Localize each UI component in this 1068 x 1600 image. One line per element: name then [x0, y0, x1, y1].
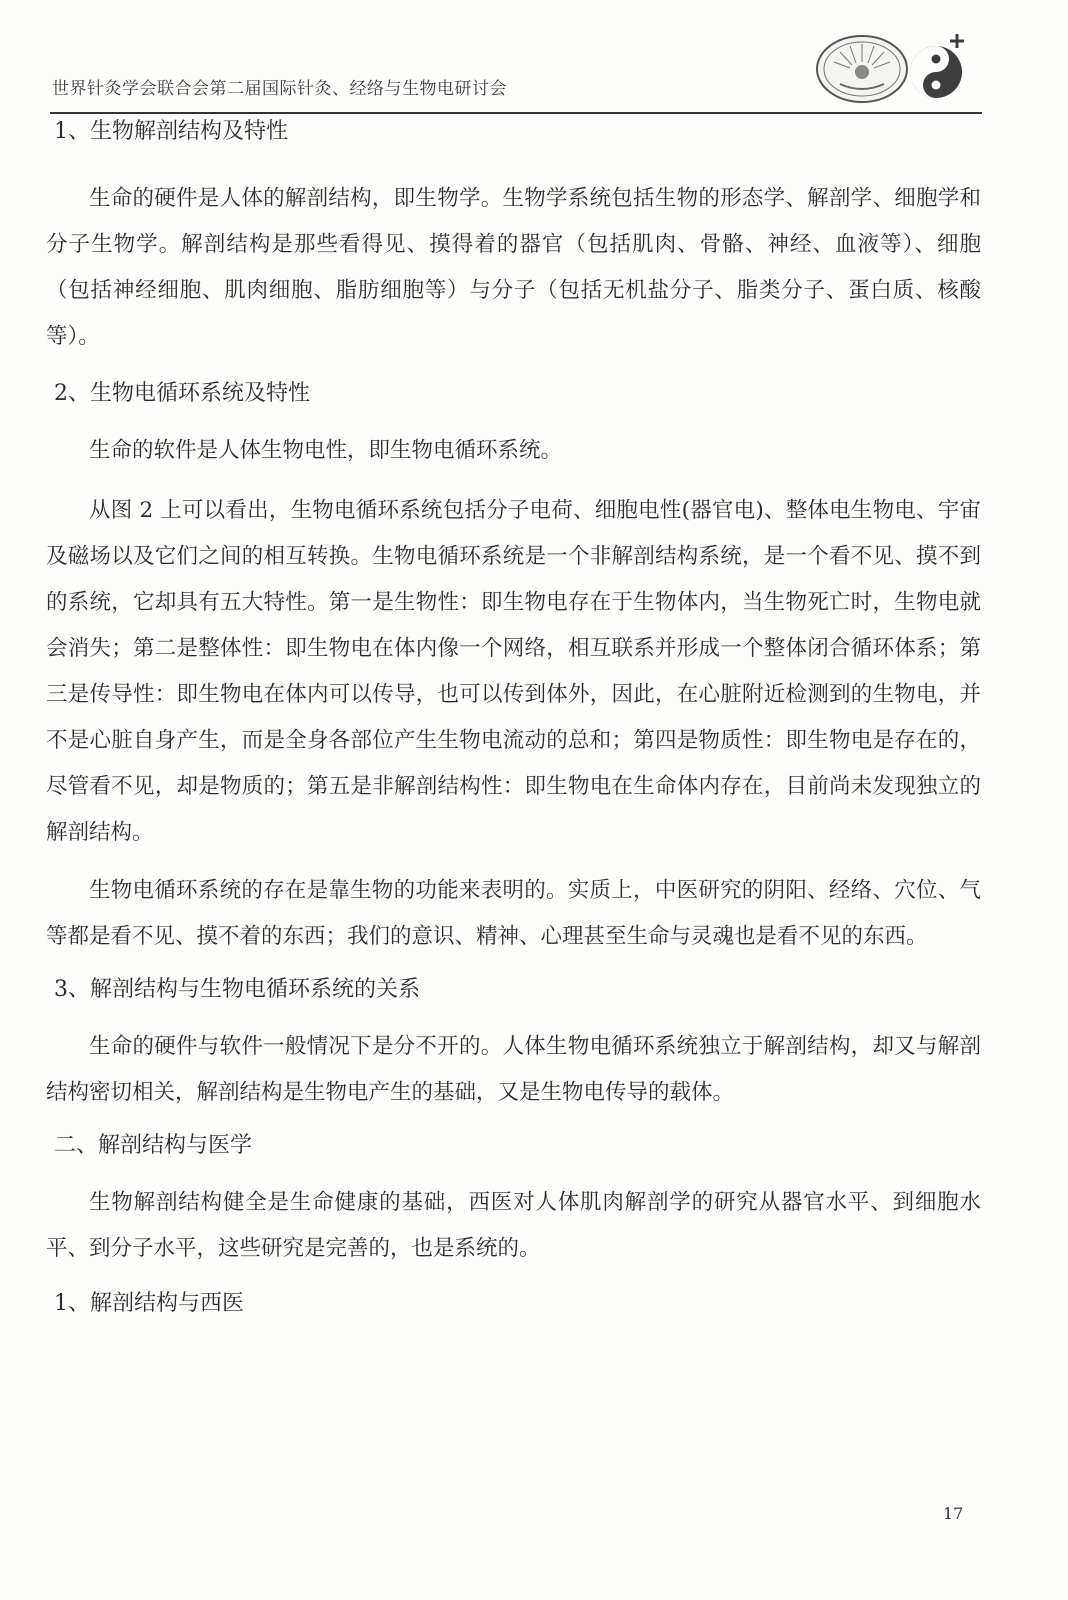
header-logos	[810, 22, 970, 112]
page-body	[46, 114, 981, 1320]
section-heading: 3、解剖结构与生物电循环系统的关系	[54, 977, 420, 1002]
section-heading: 1、生物解剖结构及特性	[54, 119, 288, 144]
paragraph: 生物电循环系统的存在是靠生物的功能来表明的。实质上，中医研究的阴阳、经络、穴位、气等都是看不见、摸不着的东西；我们的意识、精神、心理甚至生命与灵魂也是看不见的东西。	[46, 878, 981, 949]
paragraph: 从图 2 上可以看出，生物电循环系统包括分子电荷、细胞电性(器官电)、整体电生物电、宇宙及磁场以及它们之间的相互转换。生物电循环系统是一个非解剖结构系统，是一个看不见、摸不到的系统，它却具有五大特性。第一是生物性：即生物电存在于生物体内，当生物死亡时，生物电就会消失；第二是整体性：即生物电在体内像一个网络，相互联系并形成一个整体闭合循环体系；第三是传导性：即生物电在体内可以传导，也可以传到体外，因此，在心脏附近检测到的生物电，并不是心脏自身产生，而是全身各部位产生生物电流动的总和；第四是物质性：即生物电是存在的，尽管看不见，却是物质的；第五是非解剖结构性：即生物电在生命体内存在，目前尚未发现独立的解剖结构。	[46, 498, 981, 845]
section-heading: 二、解剖结构与医学	[54, 1133, 253, 1158]
running-header: 世界针灸学会联合会第二届国际针灸、经络与生物电研讨会	[52, 79, 507, 99]
paragraph: 生命的硬件是人体的解剖结构，即生物学。生物学系统包括生物的形态学、解剖学、细胞学和分子生物学。解剖结构是那些看得见、摸得着的器官（包括肌肉、骨骼、神经、血液等）、细胞（包括神经细胞、肌肉细胞、脂肪细胞等）与分子（包括无机盐分子、脂类分子、蛋白质、核酸等）。	[46, 186, 981, 349]
section-heading: 2、生物电循环系统及特性	[54, 381, 310, 406]
paragraph: 生命的硬件与软件一般情况下是分不开的。人体生物电循环系统独立于解剖结构，却又与解剖结构密切相关，解剖结构是生物电产生的基础，又是生物电传导的载体。	[46, 1034, 981, 1105]
page-number: 17	[943, 1504, 964, 1523]
section-heading: 1、解剖结构与西医	[54, 1291, 244, 1316]
emblem-icon	[817, 36, 907, 102]
paragraph: 生物解剖结构健全是生命健康的基础，西医对人体肌肉解剖学的研究从器官水平、到细胞水平、到分子水平，这些研究是完善的，也是系统的。	[46, 1190, 981, 1261]
yin-yang-icon	[910, 34, 964, 98]
paragraph: 生命的软件是人体生物电性，即生物电循环系统。	[89, 438, 563, 463]
